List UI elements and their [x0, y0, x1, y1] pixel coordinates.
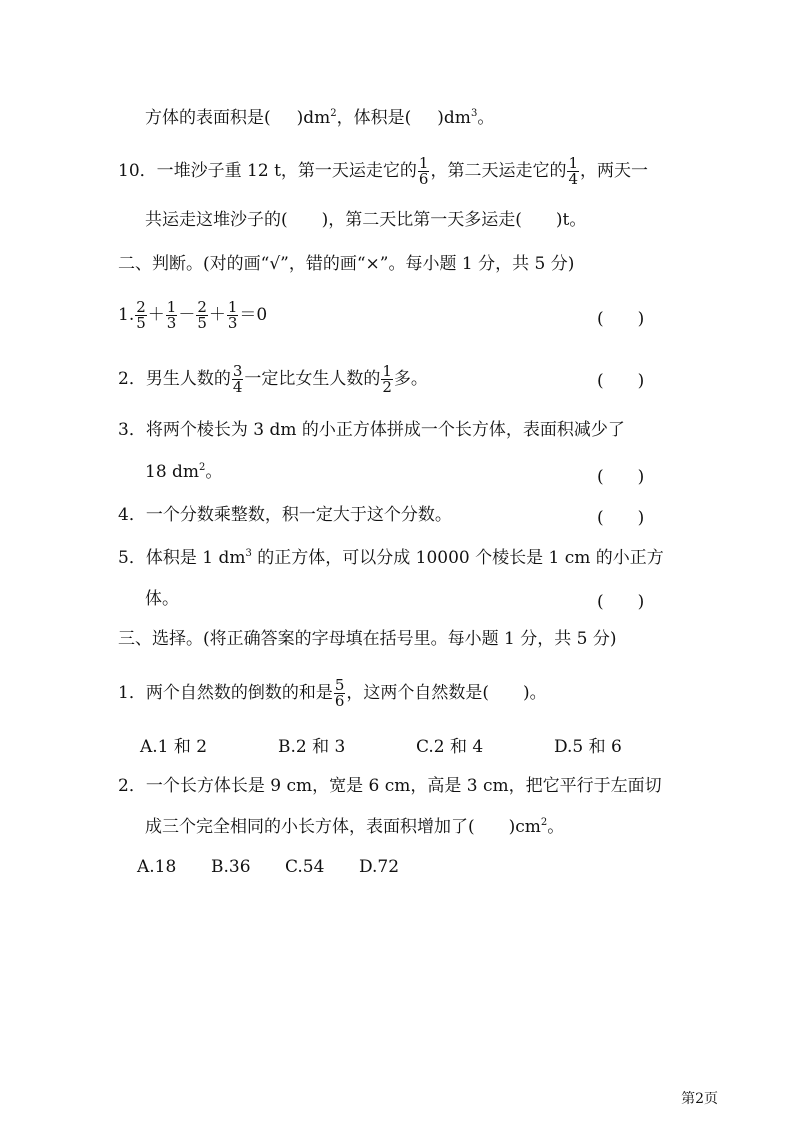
choice-q2-option-b[interactable]: B.36 — [211, 857, 251, 877]
fraction: $\frac{1}{3}$ — [227, 298, 238, 332]
choice-q1: 1．两个自然数的倒数的和是 $\frac{5}{6}$ ，这两个自然数是( )。 — [118, 676, 547, 710]
judge-q3-line2: 18 $dm^2$。 — [145, 462, 223, 482]
judge-q1: 1. $\frac{2}{5}$ ＋ $\frac{1}{3}$ － $\frac{2}{5}$ ＋ $\frac{1}{3}$ ＝0 — [118, 298, 268, 332]
judge-q3-line1: 3．将两个棱长为 3 dm 的小正方体拼成一个长方体，表面积减少了 — [118, 420, 625, 440]
choice-q1-option-a[interactable]: A.1 和 2 — [140, 737, 208, 757]
fraction: $\frac{1}{4}$ — [568, 154, 578, 188]
section3-title: 三、选择。(将正确答案的字母填在括号里。每小题 1 分，共 5 分) — [118, 629, 617, 649]
fraction: $\frac{1}{6}$ — [418, 154, 429, 188]
section2-title: 二、判断。(对的画“√”，错的画“×”。每小题 1 分，共 5 分) — [118, 254, 575, 274]
choice-q1-option-d[interactable]: D.5 和 6 — [554, 737, 622, 757]
choice-q1-option-b[interactable]: B.2 和 3 — [278, 737, 346, 757]
answer-paren-j2[interactable]: ( ) — [597, 371, 645, 391]
fraction: $\frac{5}{6}$ — [334, 676, 345, 710]
choice-q2-option-a[interactable]: A.18 — [137, 857, 177, 877]
fraction: $\frac{3}{4}$ — [232, 362, 243, 396]
answer-paren-j1[interactable]: ( ) — [597, 309, 645, 329]
fraction: $\frac{1}{2}$ — [382, 362, 392, 396]
choice-q2-option-c[interactable]: C.54 — [285, 857, 325, 877]
judge-q5-line1: 5．体积是 1 $dm^3$ 的正方体，可以分成 10000 个棱长是 1 cm 的小正方 — [118, 548, 664, 568]
page-number: 第2页 — [681, 1091, 718, 1107]
q10-line1: 10．一堆沙子重 12 t，第一天运走它的 $\frac{1}{6}$ ，第二天运走它的 $\frac{1}{4}$ ，两天一 — [118, 154, 648, 188]
judge-q5-line2: 体。 — [145, 589, 179, 609]
fraction: $\frac{2}{5}$ — [197, 298, 207, 332]
answer-paren-j5[interactable]: ( ) — [597, 592, 645, 612]
answer-paren-j3[interactable]: ( ) — [597, 467, 645, 487]
judge-q2: 2．男生人数的 $\frac{3}{4}$ 一定比女生人数的 $\frac{1}{2}$ 多。 — [118, 362, 428, 396]
q10-line2: 共运走这堆沙子的( )，第二天比第一天多运走( )t。 — [145, 210, 587, 230]
choice-q2-line1: 2．一个长方体长是 9 cm，宽是 6 cm，高是 3 cm，把它平行于左面切 — [118, 776, 662, 796]
fraction: $\frac{2}{5}$ — [136, 298, 146, 332]
q9-continuation: 方体的表面积是( )$dm^2$，体积是( )$dm^3$。 — [145, 108, 495, 128]
fraction: $\frac{1}{3}$ — [166, 298, 177, 332]
choice-q1-option-c[interactable]: C.2 和 4 — [416, 737, 484, 757]
choice-q2-option-d[interactable]: D.72 — [359, 857, 400, 877]
answer-paren-j4[interactable]: ( ) — [597, 508, 645, 528]
choice-q2-line2: 成三个完全相同的小长方体，表面积增加了( )$cm^2$。 — [145, 817, 565, 837]
judge-q4: 4．一个分数乘整数，积一定大于这个分数。 — [118, 505, 452, 525]
